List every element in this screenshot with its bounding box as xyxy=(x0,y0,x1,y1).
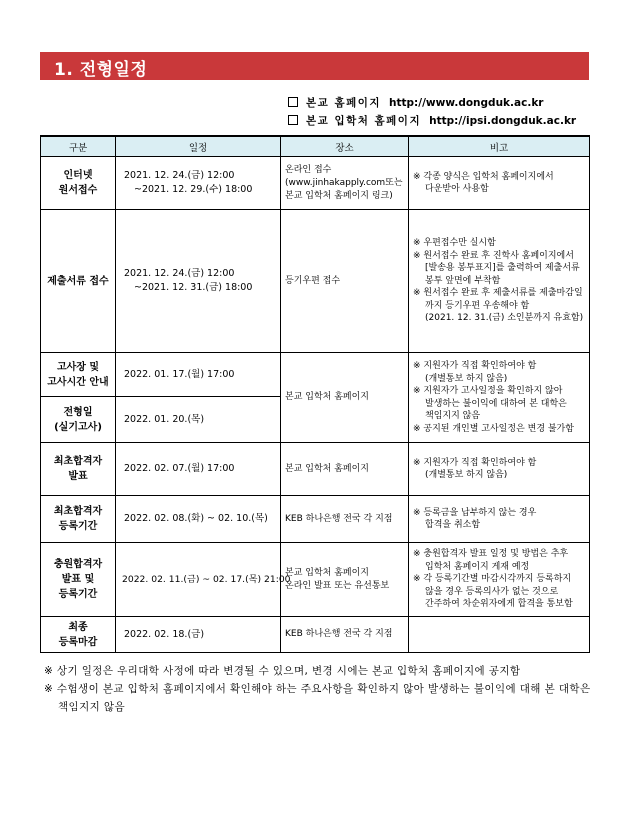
category-line: 최종 xyxy=(68,621,88,633)
note-line: ※ 등록금을 납부하지 않는 경우 xyxy=(413,507,537,518)
schedule-line: 2022. 01. 20.(목) xyxy=(124,413,205,425)
header-category: 구분 xyxy=(41,136,116,157)
link-label: 본교 입학처 홈페이지 xyxy=(306,115,422,127)
schedule-line: 2022. 01. 17.(월) 17:00 xyxy=(124,368,235,380)
row-notes xyxy=(409,353,590,443)
note-line: (2021. 12. 31.(금) 소인분까지 유효함) xyxy=(425,313,584,324)
schedule-line: 2021. 12. 24.(금) 12:00 xyxy=(124,170,235,181)
note-line: 까지 등기우편 우송해야 함 xyxy=(425,300,530,311)
note-line: ※ 각 등록기간별 마감시각까지 등록하지 xyxy=(413,574,572,585)
row-category xyxy=(41,443,116,496)
square-bullet-icon xyxy=(288,97,298,107)
row-notes xyxy=(409,617,590,653)
category-line: 발표 xyxy=(68,471,88,482)
place-line: KEB 하나은행 전국 각 지점 xyxy=(285,513,393,524)
row-notes xyxy=(409,210,590,353)
row-place xyxy=(281,157,409,210)
category-line: 고사시간 안내 xyxy=(47,376,109,388)
table-row xyxy=(41,210,590,353)
note-line: ※ 우편접수만 실시함 xyxy=(413,238,496,249)
note-line: (개별통보 하지 않음) xyxy=(425,373,508,384)
row-place xyxy=(281,210,409,353)
note-line: ※ 지원자가 고사일정을 확인하지 않아 xyxy=(413,386,563,396)
note-line: ※ 원서접수 완료 후 제출서류를 제출마감일 xyxy=(413,288,583,299)
section-title: 1. 전형일정 xyxy=(54,60,148,80)
note-line: ※ 충원합격자 발표 일정 및 방법은 추후 xyxy=(413,549,569,560)
row-category xyxy=(41,617,116,653)
note-line: ※ 지원자가 직접 확인하여야 함 xyxy=(413,457,537,468)
table-row xyxy=(41,617,590,653)
place-line: 본교 입학처 홈페이지 링크) xyxy=(285,190,393,201)
row-schedule xyxy=(116,353,281,397)
note-line: 책임지지 않음 xyxy=(425,411,481,421)
note-line: 다운받아 사용함 xyxy=(425,184,489,194)
note-line: [발송용 봉투표지]를 출력하여 제출서류 xyxy=(425,263,580,274)
note-line: 발생하는 불이익에 대하여 본 대학은 xyxy=(425,398,567,409)
row-schedule xyxy=(116,210,281,353)
category-line: 등록기간 xyxy=(58,589,98,600)
place-line: 본교 입학처 홈페이지 xyxy=(285,463,369,474)
row-category xyxy=(41,543,116,617)
footer-note: ※ 수험생이 본교 입학처 홈페이지에서 확인해야 하는 주요사항을 확인하지 않아 발생하는 불이익에 대해 본 대학은 책임지지 않음 xyxy=(44,683,591,713)
admission-url[interactable]: http://ipsi.dongduk.ac.kr xyxy=(429,115,577,127)
place-line: 등기우편 접수 xyxy=(285,275,341,286)
row-notes xyxy=(409,496,590,543)
note-line: ※ 공지된 개인별 고사일정은 변경 불가함 xyxy=(413,423,574,434)
row-notes xyxy=(409,543,590,617)
row-schedule xyxy=(116,157,281,210)
note-line: ※ 각종 양식은 입학처 홈페이지에서 xyxy=(413,171,554,182)
row-schedule xyxy=(116,397,281,443)
category-line: 제출서류 접수 xyxy=(47,275,109,287)
category-line: 등록마감 xyxy=(58,636,98,648)
row-category xyxy=(41,157,116,210)
schedule-line: ~2021. 12. 29.(수) 18:00 xyxy=(134,184,253,195)
link-row-admission xyxy=(288,112,576,130)
note-line: (개별통보 하지 않음) xyxy=(425,470,508,480)
category-line: 전형일 xyxy=(63,406,93,418)
category-line: 발표 및 xyxy=(61,574,95,585)
row-schedule xyxy=(116,617,281,653)
note-line: 입학처 홈페이지 게재 예정 xyxy=(425,561,530,572)
schedule-line: ~2021. 12. 31.(금) 18:00 xyxy=(134,282,253,293)
table-header-row xyxy=(41,136,590,157)
footer-note: ※ 상기 일정은 우리대학 사정에 따라 변경될 수 있으며, 변경 시에는 본교 입학처 홈페이지에 공지함 xyxy=(44,665,521,677)
note-line: 봉투 앞면에 부착함 xyxy=(425,275,501,286)
row-category xyxy=(41,397,116,443)
homepage-url[interactable]: http://www.dongduk.ac.kr xyxy=(389,97,544,109)
schedule-line: 2022. 02. 18.(금) xyxy=(124,628,205,640)
row-schedule xyxy=(116,496,281,543)
table-row xyxy=(41,353,590,397)
row-category xyxy=(41,496,116,543)
schedule-line: 2022. 02. 11.(금) ~ 02. 17.(목) 21:00 xyxy=(122,573,291,585)
place-line: (www.jinhakapply.com또는 xyxy=(285,177,403,188)
schedule-line: 2022. 02. 07.(월) 17:00 xyxy=(124,463,235,474)
link-label: 본교 홈페이지 xyxy=(306,97,382,109)
schedule-table xyxy=(40,135,590,653)
note-line: 않을 경우 등록의사가 없는 것으로 xyxy=(425,586,559,597)
row-category xyxy=(41,353,116,397)
header-place: 장소 xyxy=(281,136,409,157)
row-place xyxy=(281,496,409,543)
square-bullet-icon xyxy=(288,115,298,125)
schedule-line: 2021. 12. 24.(금) 12:00 xyxy=(124,268,235,279)
row-place xyxy=(281,443,409,496)
schedule-line: 2022. 02. 08.(화) ~ 02. 10.(목) xyxy=(124,513,268,524)
place-line: KEB 하나은행 전국 각 지점 xyxy=(285,629,393,639)
place-line: 온라인 발표 또는 유선통보 xyxy=(285,580,390,591)
place-line: 본교 입학처 홈페이지 xyxy=(285,567,369,578)
table-row xyxy=(41,157,590,210)
category-line: (실기고사) xyxy=(54,421,102,433)
note-line: ※ 지원자가 직접 확인하여야 함 xyxy=(413,361,537,371)
place-line: 본교 입학처 홈페이지 xyxy=(285,392,369,402)
header-schedule: 일정 xyxy=(116,136,281,157)
place-line: 온라인 접수 xyxy=(285,164,332,175)
row-category xyxy=(41,210,116,353)
row-place xyxy=(281,617,409,653)
homepage-links xyxy=(288,94,576,130)
category-line: 충원합격자 xyxy=(53,559,103,570)
row-place xyxy=(281,543,409,617)
row-schedule xyxy=(116,543,291,617)
row-schedule xyxy=(116,443,281,496)
category-line: 최초합격자 xyxy=(53,506,103,517)
note-line: ※ 원서접수 완료 후 진학사 홈페이지에서 xyxy=(413,250,574,261)
section-title-bar xyxy=(40,52,589,80)
table-row xyxy=(41,443,590,496)
header-notes: 비고 xyxy=(409,136,590,157)
category-line: 등록기간 xyxy=(58,521,98,532)
category-line: 인터넷 xyxy=(63,170,93,181)
row-notes xyxy=(409,443,590,496)
table-row xyxy=(41,543,590,617)
row-notes xyxy=(409,157,590,210)
table-row xyxy=(41,496,590,543)
category-line: 원서접수 xyxy=(58,185,98,196)
link-row-main xyxy=(288,94,576,112)
note-line: 합격을 취소함 xyxy=(425,520,481,530)
note-line: 간주하여 차순위자에게 합격을 통보함 xyxy=(425,599,573,610)
category-line: 고사장 및 xyxy=(56,361,100,373)
category-line: 최초합격자 xyxy=(53,456,103,467)
row-place xyxy=(281,353,409,443)
footer-notes xyxy=(44,662,592,716)
